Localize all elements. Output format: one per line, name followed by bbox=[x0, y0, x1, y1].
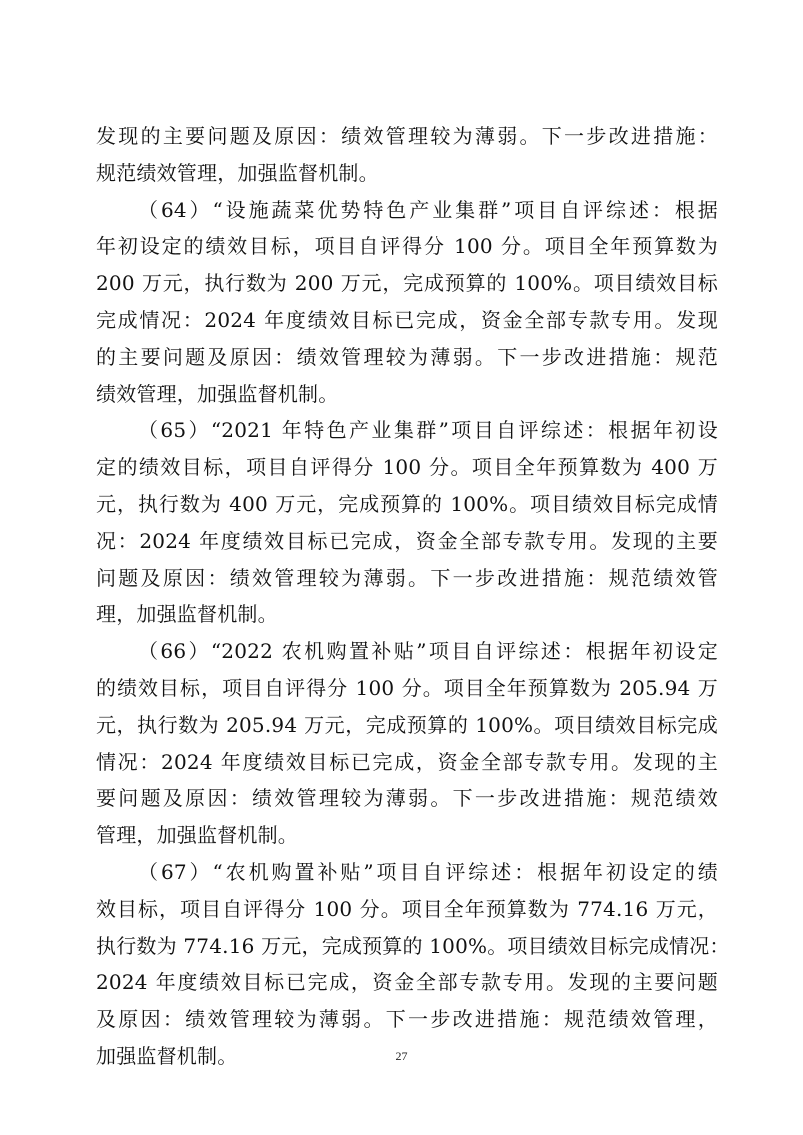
document-body bbox=[96, 118, 730, 1075]
paragraph-line: 的主要问题及原因：绩效管理较为薄弱。下一步改进措施：规范 bbox=[96, 344, 718, 369]
paragraph-line: 的绩效目标，项目自评得分 100 分。项目全年预算数为 205.94 万 bbox=[96, 675, 718, 700]
paragraph-line: （65）“2021 年特色产业集群”项目自评综述：根据年初设 bbox=[138, 418, 718, 443]
paragraph-64 bbox=[96, 192, 718, 413]
paragraph-line: 加强监督机制。 bbox=[96, 1043, 238, 1068]
paragraph-line: 2024 年度绩效目标已完成，资金全部专款专用。发现的主要问题 bbox=[96, 970, 718, 995]
paragraph-line: 管理，加强监督机制。 bbox=[96, 823, 298, 848]
paragraph-line: 定的绩效目标，项目自评得分 100 分。项目全年预算数为 400 万 bbox=[96, 455, 718, 480]
paragraph-67 bbox=[96, 854, 730, 1075]
paragraph-line: 况：2024 年度绩效目标已完成，资金全部专款专用。发现的主要 bbox=[96, 528, 718, 553]
paragraph-line: 200 万元，执行数为 200 万元，完成预算的 100%。项目绩效目标 bbox=[96, 271, 718, 296]
paragraph-line: 问题及原因：绩效管理较为薄弱。下一步改进措施：规范绩效管 bbox=[96, 565, 718, 590]
paragraph-line: 及原因：绩效管理较为薄弱。下一步改进措施：规范绩效管理， bbox=[96, 1007, 718, 1032]
paragraph-63-continuation bbox=[96, 118, 718, 192]
paragraph-line: 执行数为 774.16 万元，完成预算的 100%。项目绩效目标完成情况： bbox=[96, 933, 730, 958]
paragraph-66 bbox=[96, 633, 718, 854]
paragraph-line: 年初设定的绩效目标，项目自评得分 100 分。项目全年预算数为 bbox=[96, 234, 718, 259]
paragraph-line: 情况：2024 年度绩效目标已完成，资金全部专款专用。发现的主 bbox=[96, 749, 718, 774]
paragraph-line: 规范绩效管理，加强监督机制。 bbox=[96, 160, 379, 185]
paragraph-line: （64）“设施蔬菜优势特色产业集群”项目自评综述：根据 bbox=[138, 197, 718, 222]
paragraph-line: 绩效管理，加强监督机制。 bbox=[96, 381, 339, 406]
page-number: 27 bbox=[395, 1049, 408, 1063]
paragraph-line: 发现的主要问题及原因：绩效管理较为薄弱。下一步改进措施： bbox=[96, 124, 718, 148]
paragraph-line: 效目标，项目自评得分 100 分。项目全年预算数为 774.16 万元， bbox=[96, 896, 718, 921]
paragraph-line: 元，执行数为 205.94 万元，完成预算的 100%。项目绩效目标完成 bbox=[96, 712, 718, 737]
paragraph-line: （66）“2022 农机购置补贴”项目自评综述：根据年初设定 bbox=[138, 639, 718, 664]
paragraph-line: 元，执行数为 400 万元，完成预算的 100%。项目绩效目标完成情 bbox=[96, 491, 718, 516]
paragraph-line: 完成情况：2024 年度绩效目标已完成，资金全部专款专用。发现 bbox=[96, 307, 718, 332]
paragraph-line: 理，加强监督机制。 bbox=[96, 602, 278, 627]
paragraph-line: （67）“农机购置补贴”项目自评综述：根据年初设定的绩 bbox=[138, 859, 718, 884]
paragraph-65 bbox=[96, 412, 718, 633]
paragraph-line: 要问题及原因：绩效管理较为薄弱。下一步改进措施：规范绩效 bbox=[96, 786, 718, 811]
